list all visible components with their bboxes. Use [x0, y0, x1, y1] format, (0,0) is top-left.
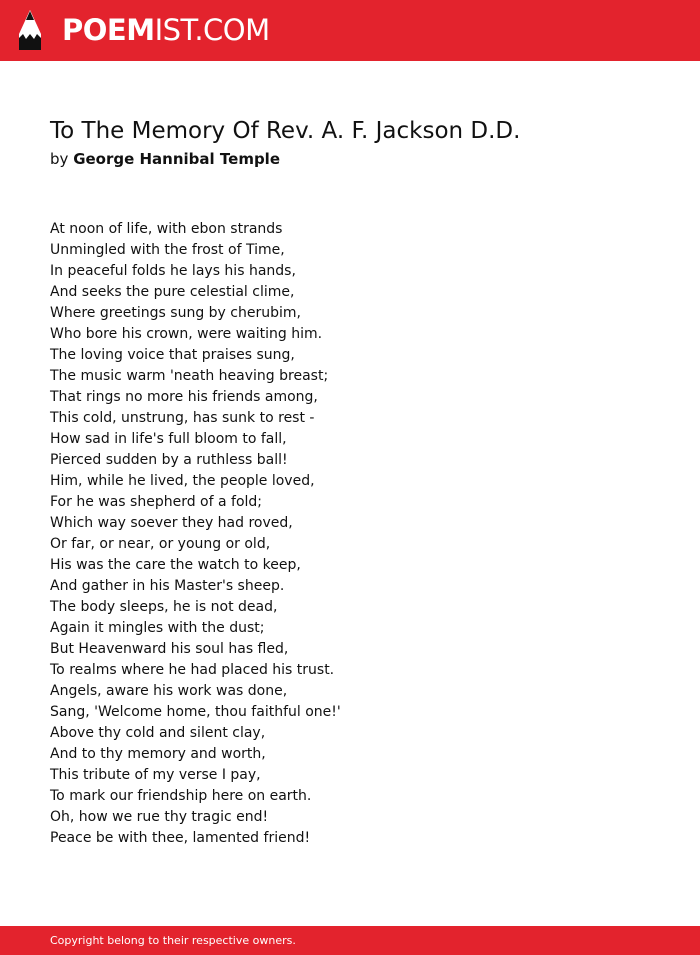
poem-line: This cold, unstrung, has sunk to rest -: [50, 410, 315, 426]
site-header: [0, 0, 700, 61]
poem-line: And seeks the pure celestial clime,: [50, 284, 295, 300]
poem-line: Angels, aware his work was done,: [50, 683, 288, 699]
poem-line: Or far, or near, or young or old,: [50, 536, 271, 552]
poem-body: [50, 219, 341, 849]
poem-line: This tribute of my verse I pay,: [50, 767, 261, 783]
poem-line: The music warm 'neath heaving breast;: [50, 368, 329, 384]
poem-line: Who bore his crown, were waiting him.: [50, 326, 323, 342]
poem-line: Oh, how we rue thy tragic end!: [50, 809, 269, 825]
poem-line: Which way soever they had roved,: [50, 515, 293, 531]
poem-line: At noon of life, with ebon strands: [50, 221, 283, 237]
poem-line: Peace be with thee, lamented friend!: [50, 830, 311, 846]
poem-line: His was the care the watch to keep,: [50, 557, 301, 573]
poem-line: But Heavenward his soul has fled,: [50, 641, 289, 657]
pencil-tip-icon[interactable]: [18, 10, 42, 52]
poem-line: How sad in life's full bloom to fall,: [50, 431, 287, 447]
poem-author: George Hannibal Temple: [73, 150, 281, 168]
poem-line: That rings no more his friends among,: [50, 389, 318, 405]
poem-line: Where greetings sung by cherubim,: [50, 305, 301, 321]
poem-line: In peaceful folds he lays his hands,: [50, 263, 296, 279]
poem-line: Unmingled with the frost of Time,: [50, 242, 285, 258]
site-footer: [0, 926, 700, 955]
logo-text-light: IST.COM: [154, 13, 270, 47]
poem-line: To realms where he had placed his trust.: [50, 662, 335, 678]
poem-line: Above thy cold and silent clay,: [50, 725, 266, 741]
by-label: by: [50, 150, 69, 168]
poem-byline: [50, 149, 280, 169]
poem-line: Him, while he lived, the people loved,: [50, 473, 315, 489]
copyright-text: Copyright belong to their respective owners.: [50, 934, 296, 947]
poem-line: The loving voice that praises sung,: [50, 347, 295, 363]
poem-line: And gather in his Master's sheep.: [50, 578, 285, 594]
logo-text-bold: POEM: [62, 13, 155, 47]
poem-line: Again it mingles with the dust;: [50, 620, 265, 636]
poem-line: And to thy memory and worth,: [50, 746, 266, 762]
poem-line: To mark our friendship here on earth.: [50, 788, 312, 804]
poem-line: Sang, 'Welcome home, thou faithful one!': [50, 704, 341, 720]
poem-line: Pierced sudden by a ruthless ball!: [50, 452, 288, 468]
poem-line: The body sleeps, he is not dead,: [50, 599, 278, 615]
site-logo[interactable]: [62, 12, 270, 48]
poem-line: For he was shepherd of a fold;: [50, 494, 262, 510]
poem-title: To The Memory Of Rev. A. F. Jackson D.D.: [50, 118, 521, 144]
